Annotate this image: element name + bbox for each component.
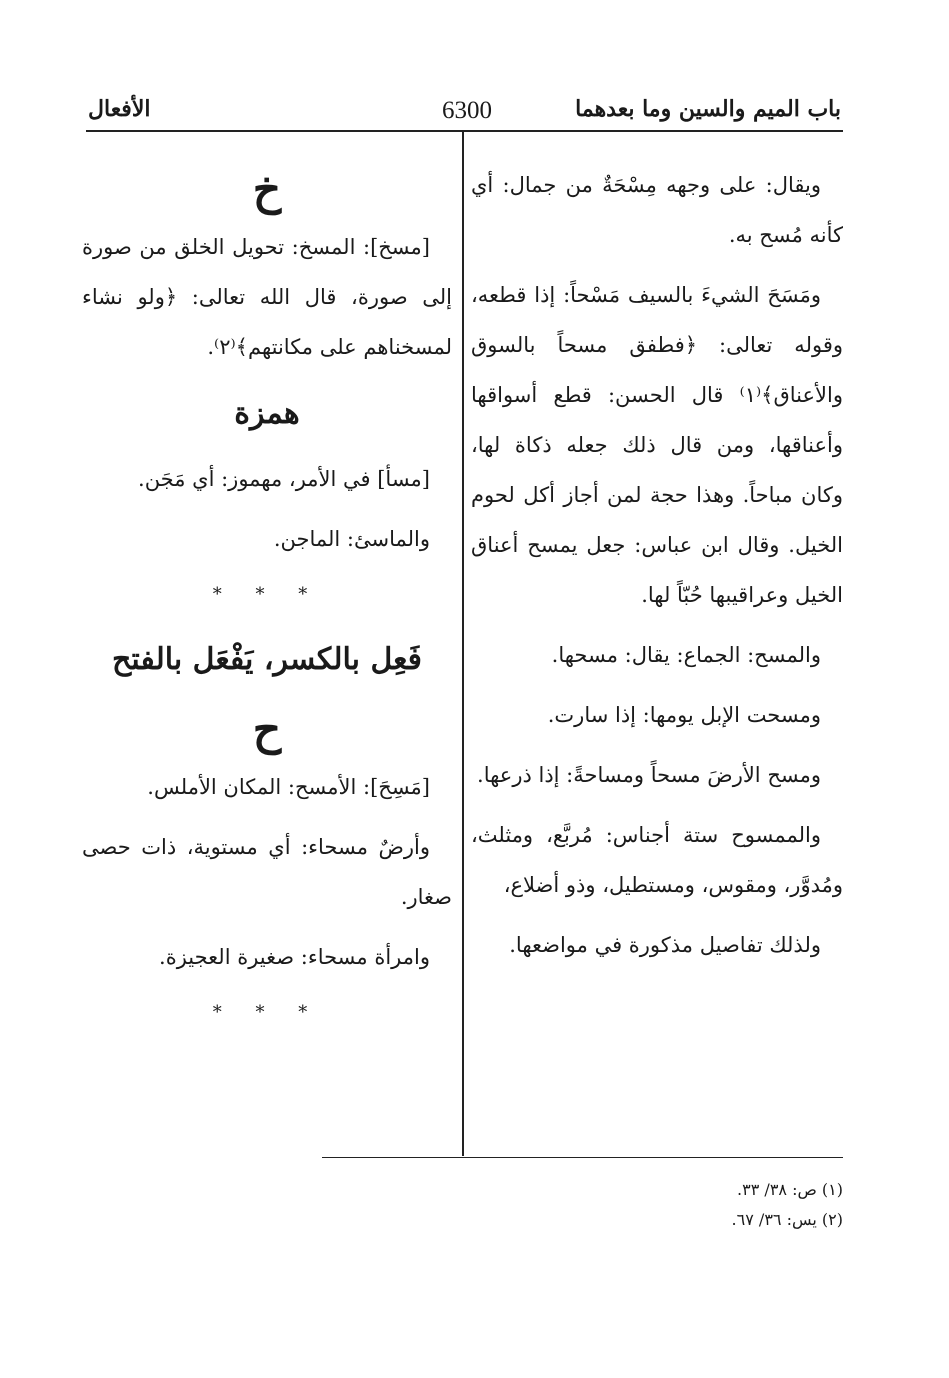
entry-masi: والماسئ: الماجن. (273, 527, 430, 551)
entry-maskh: [مسخ]: المسخ: تحويل الخلق من صورة إلى صورة، قال الله تعالى: ﴿ولو نشاء لمسخناهم على مكانتهم﴾⁽٢⁾. (82, 235, 452, 359)
section-title: الأفعال (88, 96, 151, 122)
section-separator: * * * (212, 584, 322, 605)
letter-heading-ha: ح (252, 704, 282, 755)
entry-imraa-mashaa: وامرأة مسحاء: صغيرة العجيزة. (159, 945, 430, 969)
hamza-heading: همزة (234, 396, 300, 431)
right-column (471, 160, 843, 970)
verb-pattern-heading: فَعِل بالكسر، يَفْعَل بالفتح (111, 642, 422, 677)
footnote-2: (٢) يس: ٣٦/ ٦٧. (731, 1210, 843, 1229)
entry-masah-ard: ومسح الأرضَ مسحاً ومساحةً: إذا ذرعها. (477, 763, 821, 787)
letter-heading-kha: خ (252, 164, 282, 215)
entry-masah-jima: والمسح: الجماع: يقال: مسحها. (551, 643, 821, 667)
entry-masa: [مسأ] في الأمر، مهموز: أي مَجَن. (138, 467, 430, 491)
entry-masahat-ibil: ومسحت الإبل يومها: إذا سارت. (547, 703, 821, 727)
footnotes (443, 1175, 843, 1235)
section-separator: * * * (212, 1002, 322, 1023)
chapter-title: باب الميم والسين وما بعدهما (575, 96, 841, 122)
entry-ard-mashaa: وأرضٌ مسحاء: أي مستوية، ذات حصى صغار. (82, 835, 452, 909)
entry-tafasil: ولذلك تفاصيل مذكورة في مواضعها. (509, 933, 821, 957)
entry-mamsuh: والممسوح ستة أجناس: مُربَّع، ومثلث، ومُدوَّر، ومقوس، ومستطيل، وذو أضلاع، (471, 823, 843, 897)
entry-masaha-sword: ومَسَحَ الشيءَ بالسيف مَسْحاً: إذا قطعه، وقوله تعالى: ﴿فطفق مسحاً بالسوق والأعناق﴾⁽١⁾ قال الحسن: قطع أسواقها وأعناقها، ومن قال ذلك جعله ذكاة لها، وكان مباحاً. وهذا حجة لمن أجاز أكل لحوم الخيل. وقال ابن عباس: جعل يمسح أعناق الخيل وعراقيبها حُبّاً لها. (471, 283, 843, 607)
page-number: 6300 (442, 97, 492, 124)
entry-mischa: ويقال: على وجهه مِسْحَةٌ من جمال: أي كأنه مُسح به. (471, 173, 843, 247)
footnote-rule (322, 1157, 843, 1158)
footnote-1: (١) ص: ٣٨/ ٣٣. (737, 1180, 843, 1199)
header-rule (86, 130, 843, 132)
left-column (82, 160, 452, 1050)
entry-masih: [مَسِحَ]: الأمسح: المكان الأملس. (147, 775, 430, 799)
column-divider (462, 131, 464, 1156)
